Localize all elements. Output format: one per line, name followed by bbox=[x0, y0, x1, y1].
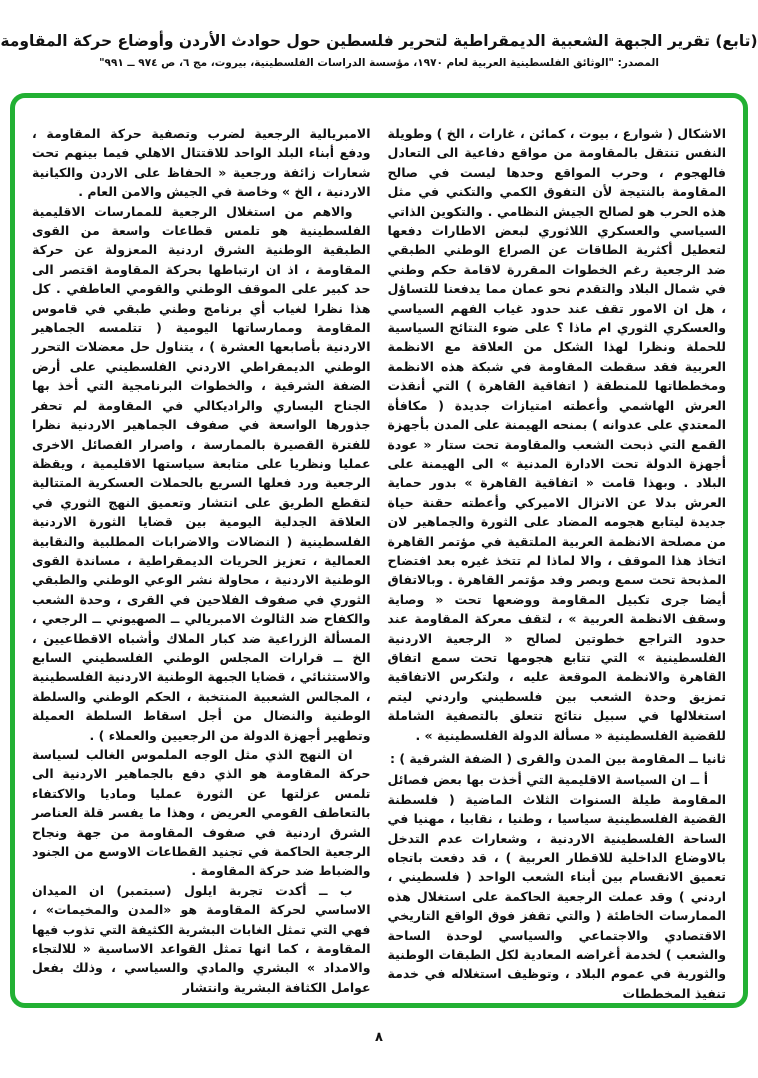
paragraph: الامبريالية الرجعية لضرب وتصفية حركة المقاومة ، ودفع أبناء البلد الواحد للاقتتال الاهلي فيما بينهم تحت شعارات زائفة ورجعية « الحفاظ على الاردن والكيانية الاردنية ، الخ » وخاصة في الجيش والامن العام . bbox=[32, 126, 371, 200]
column-right bbox=[387, 124, 727, 1001]
document-source-line: المصدر: "الوثائق الفلسطينية العربية لعام ١٩٧٠، مؤسسة الدراسات الفلسطينية، بيروت، مج ٦، ص ٩٧٤ ــ ٩٩١" bbox=[99, 57, 659, 69]
two-column-text-area bbox=[15, 98, 743, 1003]
section-heading-second: ثانيا ــ المقاومة بين المدن والقرى ( الضفة الشرقية ) : bbox=[390, 751, 726, 766]
column-left bbox=[32, 124, 371, 993]
document-title: (تابع) تقرير الجبهة الشعبية الديمقراطية لتحرير فلسطين حول حوادث الأردن وأوضاع حركة المقاومة bbox=[0, 32, 758, 50]
paragraph: ب ــ أكدت تجربة ايلول (سبتمبر) ان الميدان الاساسي لحركة المقاومة هو «المدن والمخيمات» ، فهي التي تمثل الغابات البشرية الكثيفة التي تذوب فيها المقاومة ، كما انها تمثل القواعد الاساسية « للالتجاء والامداد » البشري والمادي والسياسي ، وذلك بفعل عوامل الكثافة البشرية وانتشار bbox=[32, 882, 371, 995]
paragraph: والاهم من استغلال الرجعية للممارسات الاقليمية الفلسطينية هو تلمس قطاعات واسعة من القوى الطبقية الوطنية الشرق اردنية المعزولة عن حركة المقاومة ، اذ ان ارتباطها بحركة المقاومة اقتصر الى حد كبير على الموقف الوطني والقومي العاطفي . كل هذا نظرا لغياب أي برنامج وطني طبقي في قاموس المقاومة وممارساتها اليومية ( تتلمسه الجماهير الاردنية بأصابعها العشرة ) ، يتناول حل معضلات التحرر الوطني الديمقراطي الاردني الفلسطيني على أرض الضفة الشرقية ، والخطوات البرنامجية التي أخذ بها الجناح اليساري والراديكالي في المقاومة لم تحفر جذورها الواسعة في صفوف الجماهير الاردنية نظرا للفترة القصيرة بالممارسة ، واصرار الفصائل الاخرى عمليا ونظريا على متابعة سياستها الاقليمية ، ويقظة الرجعية ورد فعلها السريع بالحملات العسكرية المتتالية لتقطع الطريق على انتشار وتعميق النهج الثوري في العلاقة الجدلية اليومية بين قضايا الثورة الاردنية الفلسطينية ( النضالات والاضرابات المطلبية والنقابية العمالية ، تعزيز الحريات الديمقراطية ، مساندة القوى الوطنية الاردنية ، محاولة نشر الوعي الوطني والطبقي الثوري في صفوف الفلاحين في القرى ، وحدة الشعب والكفاح ضد الثالوث الامبريالي ــ الصهيوني ــ الرجعي ، المسألة الزراعية ضد كبار الملاك وأشباه الاقطاعيين ، الخ ــ قرارات المجلس الوطني الفلسطيني السابع والاستثنائي ، قضايا الجبهة الوطنية الاردنية الفلسطينية ، المجالس الشعبية المنتخبة ، الحكم الوطني والسلطة الوطنية والنضال من أجل اسقاط السلطة العميلة وتطهير أجهزة الدولة من الرجعيين والعملاء ) . bbox=[32, 203, 371, 743]
paragraph: الاشكال ( شوارع ، بيوت ، كمائن ، غارات ، الخ ) وطويلة النفس تنتقل بالمقاومة من مواقع دفاعية الى التعادل فالهجوم ، وحرب المواقع وحدها ليست في صالح المقاومة بالنتيجة لأن التفوق الكمي والتكني في مثل هذه الحرب هو لصالح الجيش النظامي . والتكوين الذاتي السياسي والعسكري اللاثوري لبعض الاطارات دفعها لتعطيل أكثرية الطاقات عن الصراع الوطني الطبقي ضد الرجعية رغم الخطوات المقررة لاقامة حكم وطني في شمال البلاد والتقدم نحو عمان مما يدفعنا للتساؤل ، هل ان الامور تقف عند حدود غياب الفهم السياسي والعسكري الثوري ام ماذا ؟ على ضوء النتائج السياسية للحملة ونظرا لهذا الشكل من العلاقة مع الانظمة العربية فقد سقطت المقاومة في شبكة هذه الانظمة ومخططاتها للمنطقة ( اتفاقية القاهرة ) التي أنقذت العرش الهاشمي وأعطته امتيازات جديدة ( مكافأة المعتدي على عدوانه ) بمنحه الهيمنة على المدن بأجهزة القمع التي ذبحت الشعب والمقاومة تحت ستار « عودة أجهزة الدولة تحت الادارة المدنية » الى الهيمنة على البلاد . وبهذا قامت « اتفاقية القاهرة » بدور حماية العرش بدلا عن الانزال الاميركي وأعطته حقنة حياة جديدة ليتابع هجومه المضاد على الثورة والجماهير لان من مصلحة الانظمة العربية الملتقية في مؤتمر القاهرة اتخاذ هذا الموقف ، والا لماذا لم تتخذ غيره بعد افتضاح المذبحة تحت سمع وبصر وفد مؤتمر القاهرة . وبالاتفاق أيضا جرى تكبيل المقاومة ووضعها تحت « وصاية وسقف الانظمة العربية » ، لتقف معركة المقاومة عند حدود التراجع خطوتين لصالح « الرجعية الاردنية الفلسطينية » التي تتابع هجومها تحت سمع اتفاق القاهرة والانظمة الموقعة عليه ، ولتكرس الاتفاقية تمزيق وحدة الشعب بين فلسطيني واردني ليتم استغلالها في سبيل نتائج تتعلق بالتصفية الشاملة للقضية الفلسطينية « مسألة الدولة الفلسطينية » . bbox=[387, 126, 726, 743]
paragraph: ان النهج الذي مثل الوجه الملموس الغالب لسياسة حركة المقاومة هو الذي دفع بالجماهير الاردنية الى تلمس عزلتها عن الثورة عمليا وماديا والاكتفاء بالتعاطف القومي العريض ، وهذا ما يفسر قلة العناصر الشرق اردنية في صفوف المقاومة من جهة ونجاح الرجعية الحاكمة في تجنيد القطاعات الاوسع من الجنود والضباط ضد حركة المقاومة . bbox=[32, 747, 371, 879]
paragraph: أ ــ ان السياسة الاقليمية التي أخذت بها بعض فصائل المقاومة طيلة السنوات الثلاث الماضية ( فلسطنة القضية الفلسطينية سياسيا ، وطنيا ، نقابيا ، مهنيا في الساحة الفلسطينية الاردنية ، وشعارات عدم التدخل بالاوضاع الداخلية للاقطار العربية ) ، قد دفعت باتجاه تعميق الانقسام بين أبناء الشعب الواحد ( فلسطيني ، اردني ) وقد عملت الرجعية الحاكمة على استغلال هذه الممارسات الخاطئة ( والتي تقفز فوق الواقع التاريخي الاقتصادي والاجتماعي والسياسي لوحدة الساحة والشعب ) لخدمة أغراضه المعادية لكل الطبقات الوطنية والثورية في عموم البلاد ، وتوظيف استغلاله في خدمة تنفيذ المخططات bbox=[387, 772, 726, 1001]
document-header bbox=[0, 30, 758, 71]
page-number: ٨ bbox=[375, 1030, 383, 1045]
green-content-frame bbox=[10, 93, 748, 1008]
